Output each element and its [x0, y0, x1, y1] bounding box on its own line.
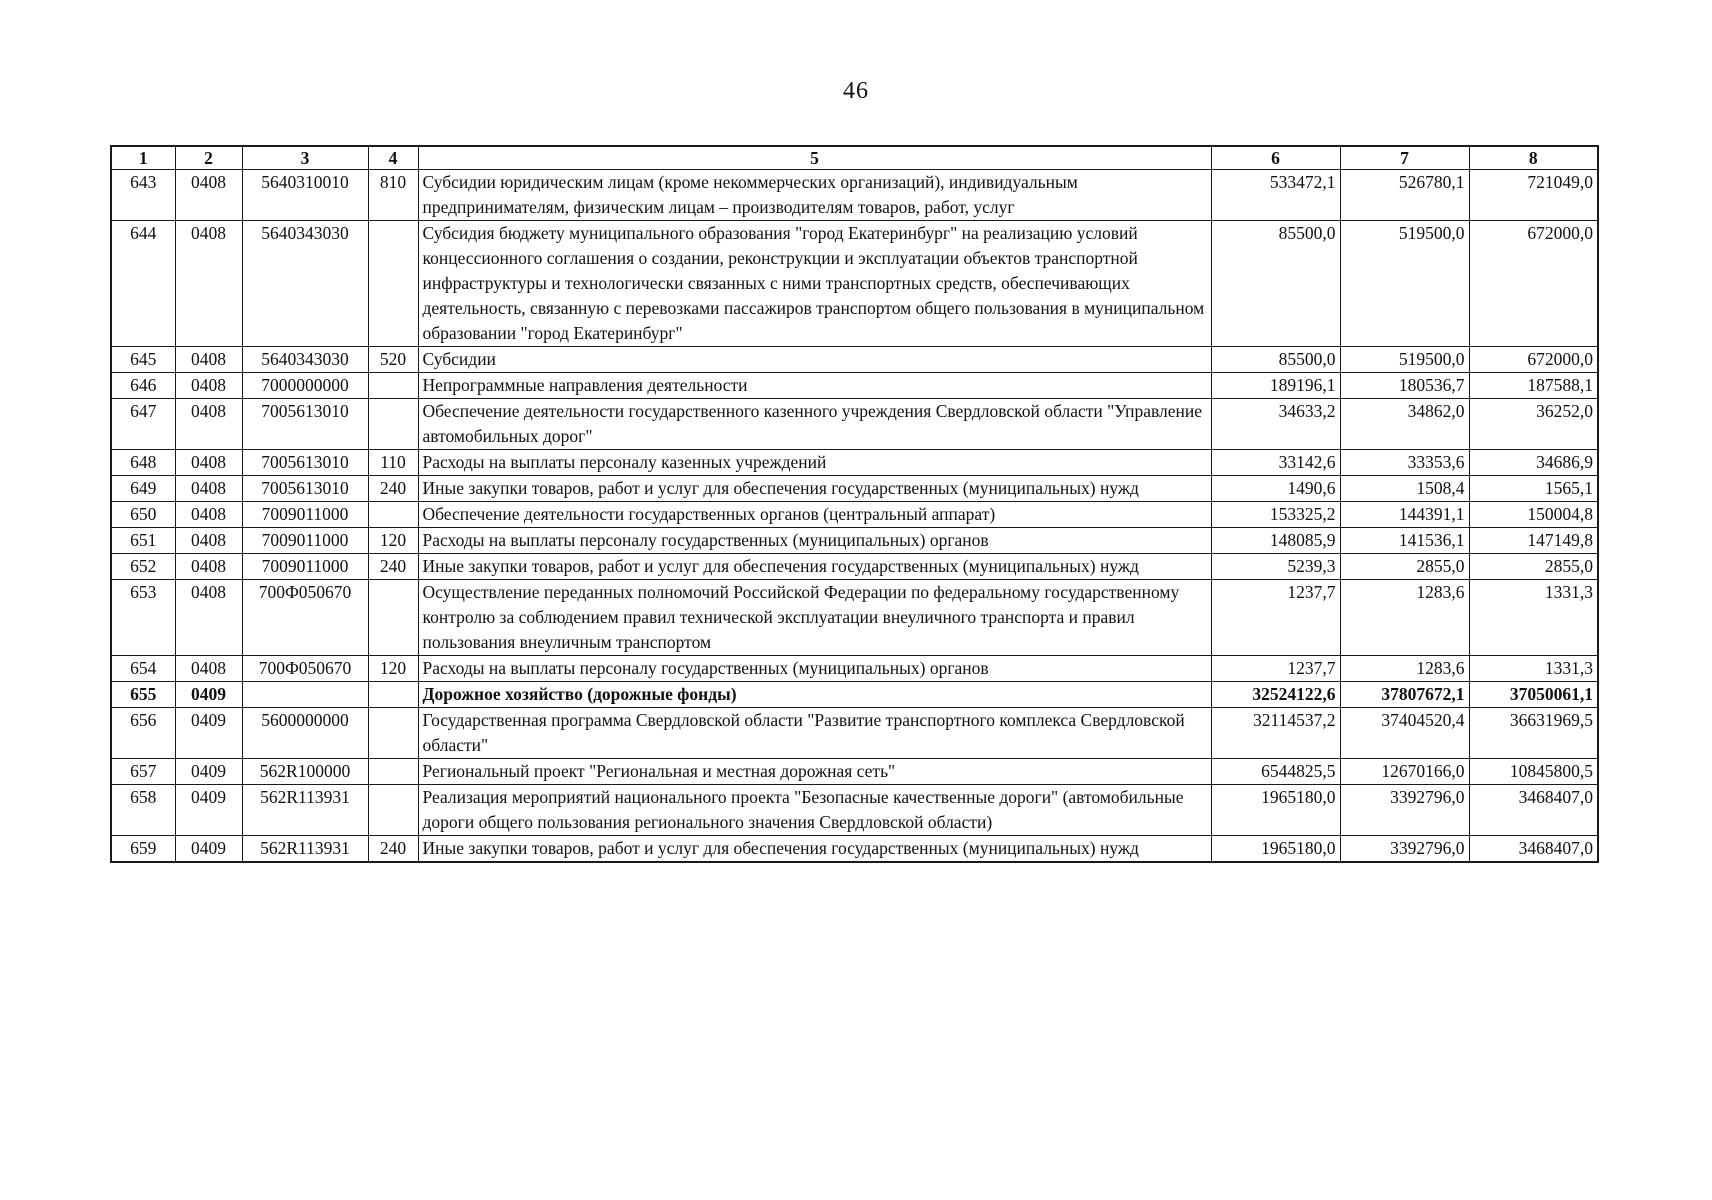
- value-col-7: 1283,6: [1340, 580, 1469, 656]
- value-col-8: 187588,1: [1469, 373, 1598, 399]
- target-code: [242, 682, 368, 708]
- row-number: 643: [111, 170, 175, 221]
- row-number: 647: [111, 399, 175, 450]
- table-row: [111, 399, 1598, 450]
- item-name: Субсидия бюджету муниципального образования "город Екатеринбург" на реализацию условий концессионного соглашения о создании, реконструкции и эксплуатации объектов транспортной инфраструктуры и технологически связанных с ними транспортных средств, обеспечивающих деятельность, связанную с перевозками пассажиров транспортом общего пользования в муниципальном образовании "город Екатеринбург": [418, 221, 1211, 347]
- value-col-6: 148085,9: [1211, 528, 1340, 554]
- row-number: 651: [111, 528, 175, 554]
- value-col-8: 37050061,1: [1469, 682, 1598, 708]
- row-number: 650: [111, 502, 175, 528]
- value-col-7: 34862,0: [1340, 399, 1469, 450]
- target-code: 700Ф050670: [242, 656, 368, 682]
- target-code: 7009011000: [242, 554, 368, 580]
- expense-type: [368, 373, 418, 399]
- value-col-8: 147149,8: [1469, 528, 1598, 554]
- target-code: 562R100000: [242, 759, 368, 785]
- row-number: 648: [111, 450, 175, 476]
- value-col-8: 3468407,0: [1469, 836, 1598, 863]
- table-row: [111, 502, 1598, 528]
- table-row: [111, 580, 1598, 656]
- value-col-7: 1283,6: [1340, 656, 1469, 682]
- value-col-6: 153325,2: [1211, 502, 1340, 528]
- item-name: Дорожное хозяйство (дорожные фонды): [418, 682, 1211, 708]
- expense-type: 520: [368, 347, 418, 373]
- value-col-6: 32114537,2: [1211, 708, 1340, 759]
- expense-type: 240: [368, 554, 418, 580]
- expense-type: [368, 785, 418, 836]
- value-col-6: 533472,1: [1211, 170, 1340, 221]
- row-number: 654: [111, 656, 175, 682]
- target-code: 5640310010: [242, 170, 368, 221]
- value-col-6: 189196,1: [1211, 373, 1340, 399]
- target-code: 562R113931: [242, 785, 368, 836]
- table-row: [111, 476, 1598, 502]
- value-col-8: 672000,0: [1469, 221, 1598, 347]
- section-code: 0408: [175, 450, 242, 476]
- table-row: [111, 450, 1598, 476]
- table-row: [111, 708, 1598, 759]
- item-name: Расходы на выплаты персоналу государственных (муниципальных) органов: [418, 656, 1211, 682]
- value-col-7: 519500,0: [1340, 347, 1469, 373]
- value-col-6: 5239,3: [1211, 554, 1340, 580]
- section-code: 0408: [175, 399, 242, 450]
- section-code: 0408: [175, 476, 242, 502]
- item-name: Региональный проект "Региональная и местная дорожная сеть": [418, 759, 1211, 785]
- row-number: 658: [111, 785, 175, 836]
- item-name: Непрограммные направления деятельности: [418, 373, 1211, 399]
- section-code: 0408: [175, 528, 242, 554]
- value-col-6: 33142,6: [1211, 450, 1340, 476]
- item-name: Иные закупки товаров, работ и услуг для обеспечения государственных (муниципальных) нужд: [418, 554, 1211, 580]
- value-col-6: 32524122,6: [1211, 682, 1340, 708]
- expense-type: 120: [368, 656, 418, 682]
- table-row: [111, 785, 1598, 836]
- header-col-2: 2: [175, 146, 242, 170]
- value-col-8: 36252,0: [1469, 399, 1598, 450]
- table-body: [111, 170, 1598, 863]
- section-code: 0408: [175, 580, 242, 656]
- table-row: [111, 836, 1598, 863]
- table-row: [111, 554, 1598, 580]
- target-code: 562R113931: [242, 836, 368, 863]
- table-row: [111, 373, 1598, 399]
- item-name: Осуществление переданных полномочий Российской Федерации по федеральному государственному контролю за соблюдением правил технической эксплуатации внеуличного транспорта и правил пользования внеуличным транспортом: [418, 580, 1211, 656]
- value-col-6: 1237,7: [1211, 656, 1340, 682]
- value-col-7: 519500,0: [1340, 221, 1469, 347]
- value-col-7: 3392796,0: [1340, 785, 1469, 836]
- section-code: 0409: [175, 759, 242, 785]
- item-name: Иные закупки товаров, работ и услуг для обеспечения государственных (муниципальных) нужд: [418, 476, 1211, 502]
- row-number: 656: [111, 708, 175, 759]
- value-col-8: 36631969,5: [1469, 708, 1598, 759]
- item-name: Реализация мероприятий национального проекта "Безопасные качественные дороги" (автомобильные дороги общего пользования регионального значения Свердловской области): [418, 785, 1211, 836]
- header-col-1: 1: [111, 146, 175, 170]
- value-col-8: 721049,0: [1469, 170, 1598, 221]
- budget-table: [110, 145, 1599, 863]
- value-col-7: 3392796,0: [1340, 836, 1469, 863]
- value-col-8: 1331,3: [1469, 656, 1598, 682]
- section-code: 0408: [175, 373, 242, 399]
- item-name: Обеспечение деятельности государственных органов (центральный аппарат): [418, 502, 1211, 528]
- value-col-8: 10845800,5: [1469, 759, 1598, 785]
- target-code: 5640343030: [242, 347, 368, 373]
- value-col-8: 2855,0: [1469, 554, 1598, 580]
- table-row: [111, 170, 1598, 221]
- section-code: 0408: [175, 170, 242, 221]
- expense-type: [368, 399, 418, 450]
- value-col-8: 34686,9: [1469, 450, 1598, 476]
- expense-type: [368, 682, 418, 708]
- target-code: 7005613010: [242, 476, 368, 502]
- header-col-5: 5: [418, 146, 1211, 170]
- value-col-6: 1965180,0: [1211, 785, 1340, 836]
- target-code: 7005613010: [242, 399, 368, 450]
- section-code: 0409: [175, 785, 242, 836]
- item-name: Субсидии: [418, 347, 1211, 373]
- table-row: [111, 656, 1598, 682]
- section-code: 0408: [175, 502, 242, 528]
- value-col-7: 144391,1: [1340, 502, 1469, 528]
- value-col-7: 2855,0: [1340, 554, 1469, 580]
- value-col-7: 33353,6: [1340, 450, 1469, 476]
- row-number: 657: [111, 759, 175, 785]
- item-name: Расходы на выплаты персоналу государственных (муниципальных) органов: [418, 528, 1211, 554]
- value-col-6: 1490,6: [1211, 476, 1340, 502]
- header-col-6: 6: [1211, 146, 1340, 170]
- table-row: [111, 759, 1598, 785]
- section-code: 0409: [175, 682, 242, 708]
- item-name: Расходы на выплаты персоналу казенных учреждений: [418, 450, 1211, 476]
- row-number: 652: [111, 554, 175, 580]
- section-code: 0408: [175, 554, 242, 580]
- value-col-6: 85500,0: [1211, 347, 1340, 373]
- item-name: Государственная программа Свердловской области "Развитие транспортного комплекса Свердловской области": [418, 708, 1211, 759]
- header-row: [111, 146, 1598, 170]
- table-row: [111, 221, 1598, 347]
- value-col-7: 37807672,1: [1340, 682, 1469, 708]
- header-col-7: 7: [1340, 146, 1469, 170]
- header-col-3: 3: [242, 146, 368, 170]
- row-number: 655: [111, 682, 175, 708]
- row-number: 646: [111, 373, 175, 399]
- value-col-7: 141536,1: [1340, 528, 1469, 554]
- value-col-7: 1508,4: [1340, 476, 1469, 502]
- expense-type: 120: [368, 528, 418, 554]
- target-code: 7009011000: [242, 528, 368, 554]
- value-col-7: 526780,1: [1340, 170, 1469, 221]
- section-code: 0408: [175, 347, 242, 373]
- value-col-8: 1331,3: [1469, 580, 1598, 656]
- budget-table-container: [110, 145, 1597, 863]
- section-code: 0409: [175, 836, 242, 863]
- target-code: 700Ф050670: [242, 580, 368, 656]
- table-row-total: [111, 682, 1598, 708]
- page-number: 46: [843, 78, 869, 104]
- expense-type: [368, 759, 418, 785]
- expense-type: [368, 708, 418, 759]
- table-row: [111, 528, 1598, 554]
- value-col-8: 672000,0: [1469, 347, 1598, 373]
- value-col-6: 1237,7: [1211, 580, 1340, 656]
- value-col-8: 150004,8: [1469, 502, 1598, 528]
- item-name: Иные закупки товаров, работ и услуг для обеспечения государственных (муниципальных) нужд: [418, 836, 1211, 863]
- target-code: 5640343030: [242, 221, 368, 347]
- row-number: 659: [111, 836, 175, 863]
- section-code: 0408: [175, 221, 242, 347]
- table-row: [111, 347, 1598, 373]
- target-code: 7000000000: [242, 373, 368, 399]
- target-code: 7005613010: [242, 450, 368, 476]
- header-col-4: 4: [368, 146, 418, 170]
- value-col-8: 1565,1: [1469, 476, 1598, 502]
- item-name: Субсидии юридическим лицам (кроме некоммерческих организаций), индивидуальным предпринимателям, физическим лицам – производителям товаров, работ, услуг: [418, 170, 1211, 221]
- value-col-7: 37404520,4: [1340, 708, 1469, 759]
- section-code: 0409: [175, 708, 242, 759]
- value-col-6: 6544825,5: [1211, 759, 1340, 785]
- value-col-8: 3468407,0: [1469, 785, 1598, 836]
- expense-type: 240: [368, 836, 418, 863]
- section-code: 0408: [175, 656, 242, 682]
- value-col-6: 85500,0: [1211, 221, 1340, 347]
- expense-type: [368, 221, 418, 347]
- header-col-8: 8: [1469, 146, 1598, 170]
- target-code: 5600000000: [242, 708, 368, 759]
- expense-type: 240: [368, 476, 418, 502]
- row-number: 644: [111, 221, 175, 347]
- value-col-6: 1965180,0: [1211, 836, 1340, 863]
- item-name: Обеспечение деятельности государственного казенного учреждения Свердловской области "Управление автомобильных дорог": [418, 399, 1211, 450]
- expense-type: [368, 502, 418, 528]
- row-number: 649: [111, 476, 175, 502]
- expense-type: 810: [368, 170, 418, 221]
- row-number: 645: [111, 347, 175, 373]
- target-code: 7009011000: [242, 502, 368, 528]
- value-col-7: 180536,7: [1340, 373, 1469, 399]
- value-col-7: 12670166,0: [1340, 759, 1469, 785]
- value-col-6: 34633,2: [1211, 399, 1340, 450]
- expense-type: [368, 580, 418, 656]
- row-number: 653: [111, 580, 175, 656]
- expense-type: 110: [368, 450, 418, 476]
